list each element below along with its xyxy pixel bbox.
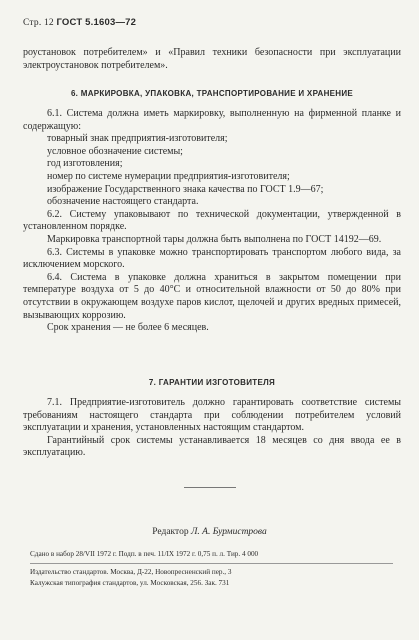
section-6-heading: 6. МАРКИРОВКА, УПАКОВКА, ТРАНСПОРТИРОВАНИЕ И ХРАНЕНИЕ — [70, 89, 354, 98]
paragraph-marking: Маркировка транспортной тары должна быть выполнена по ГОСТ 14192—69. — [47, 233, 382, 245]
paragraph-6-4: 6.4. Система в упаковке должна храниться в закрытом помещении при температуре воздуха от 5 до 40°С и относительной влажности от 50 до 80% при отсутствии в окружающем воздухе паров кислот, щелочей и других вредных примесей, вызывающих коррозию. — [23, 271, 401, 321]
paragraph-6-1: 6.1. Система должна иметь маркировку, выполненную на фирменной планке и содержащую: — [23, 108, 401, 132]
section-7-body — [23, 397, 401, 460]
paragraph-warranty: Гарантийный срок системы устанавливается 18 месяцев со дня ввода ее в эксплуатацию. — [23, 434, 401, 459]
editor-name: Л. А. Бурмистрова — [190, 527, 267, 537]
printer-line: Калужская типография стандартов, ул. Московская, 256. Зак. 731 — [30, 579, 230, 587]
list-item: изображение Государственного знака качества по ГОСТ 1.9—67; — [47, 183, 324, 195]
list-item: обозначение настоящего стандарта. — [47, 196, 199, 208]
list-item: номер по системе нумерации предприятия-изготовителя; — [47, 170, 290, 182]
imprint-rule — [30, 563, 393, 564]
paragraph-7-1: 7.1. Предприятие-изготовитель должно гарантировать соответствие системы требованиям настоящего стандарта при соблюдении потребителем условий эксплуатации и хранения, установленных настоящим стандартом. — [23, 397, 401, 434]
divider — [184, 487, 236, 488]
paragraph-6-3: 6.3. Системы в упаковке можно транспортировать транспортом любого вида, за исключением морского. — [23, 246, 401, 271]
section-6-body — [23, 108, 401, 335]
paragraph-storage: Срок хранения — не более 6 месяцев. — [47, 322, 209, 334]
standard-number: ГОСТ 5.1603—72 — [56, 17, 137, 28]
publisher-info — [30, 567, 395, 589]
intro-paragraph: роустановок потребителем» и «Правил техники безопасности при эксплуатации электроустановок потребителем». — [23, 47, 401, 71]
print-info: Сдано в набор 28/VII 1972 г. Подп. в печ. 11/IX 1972 г. 0,75 п. л. Тир. 4 000 — [30, 550, 259, 558]
page-header — [23, 17, 136, 28]
editor-line — [0, 527, 419, 537]
publisher-line: Издательство стандартов. Москва, Д-22, Новопресненский пер., 3 — [30, 568, 232, 576]
paragraph-6-2: 6.2. Систему упаковывают по технической документации, утвержденной в установленном порядке. — [23, 208, 401, 233]
section-7-heading: 7. ГАРАНТИИ ИЗГОТОВИТЕЛЯ — [148, 378, 276, 387]
list-item: товарный знак предприятия-изготовителя; — [47, 133, 228, 145]
list-item: год изготовления; — [47, 158, 123, 170]
editor-label: Редактор — [152, 527, 189, 537]
page-number: Стр. 12 — [23, 18, 54, 28]
list-item: условное обозначение системы; — [47, 145, 183, 157]
